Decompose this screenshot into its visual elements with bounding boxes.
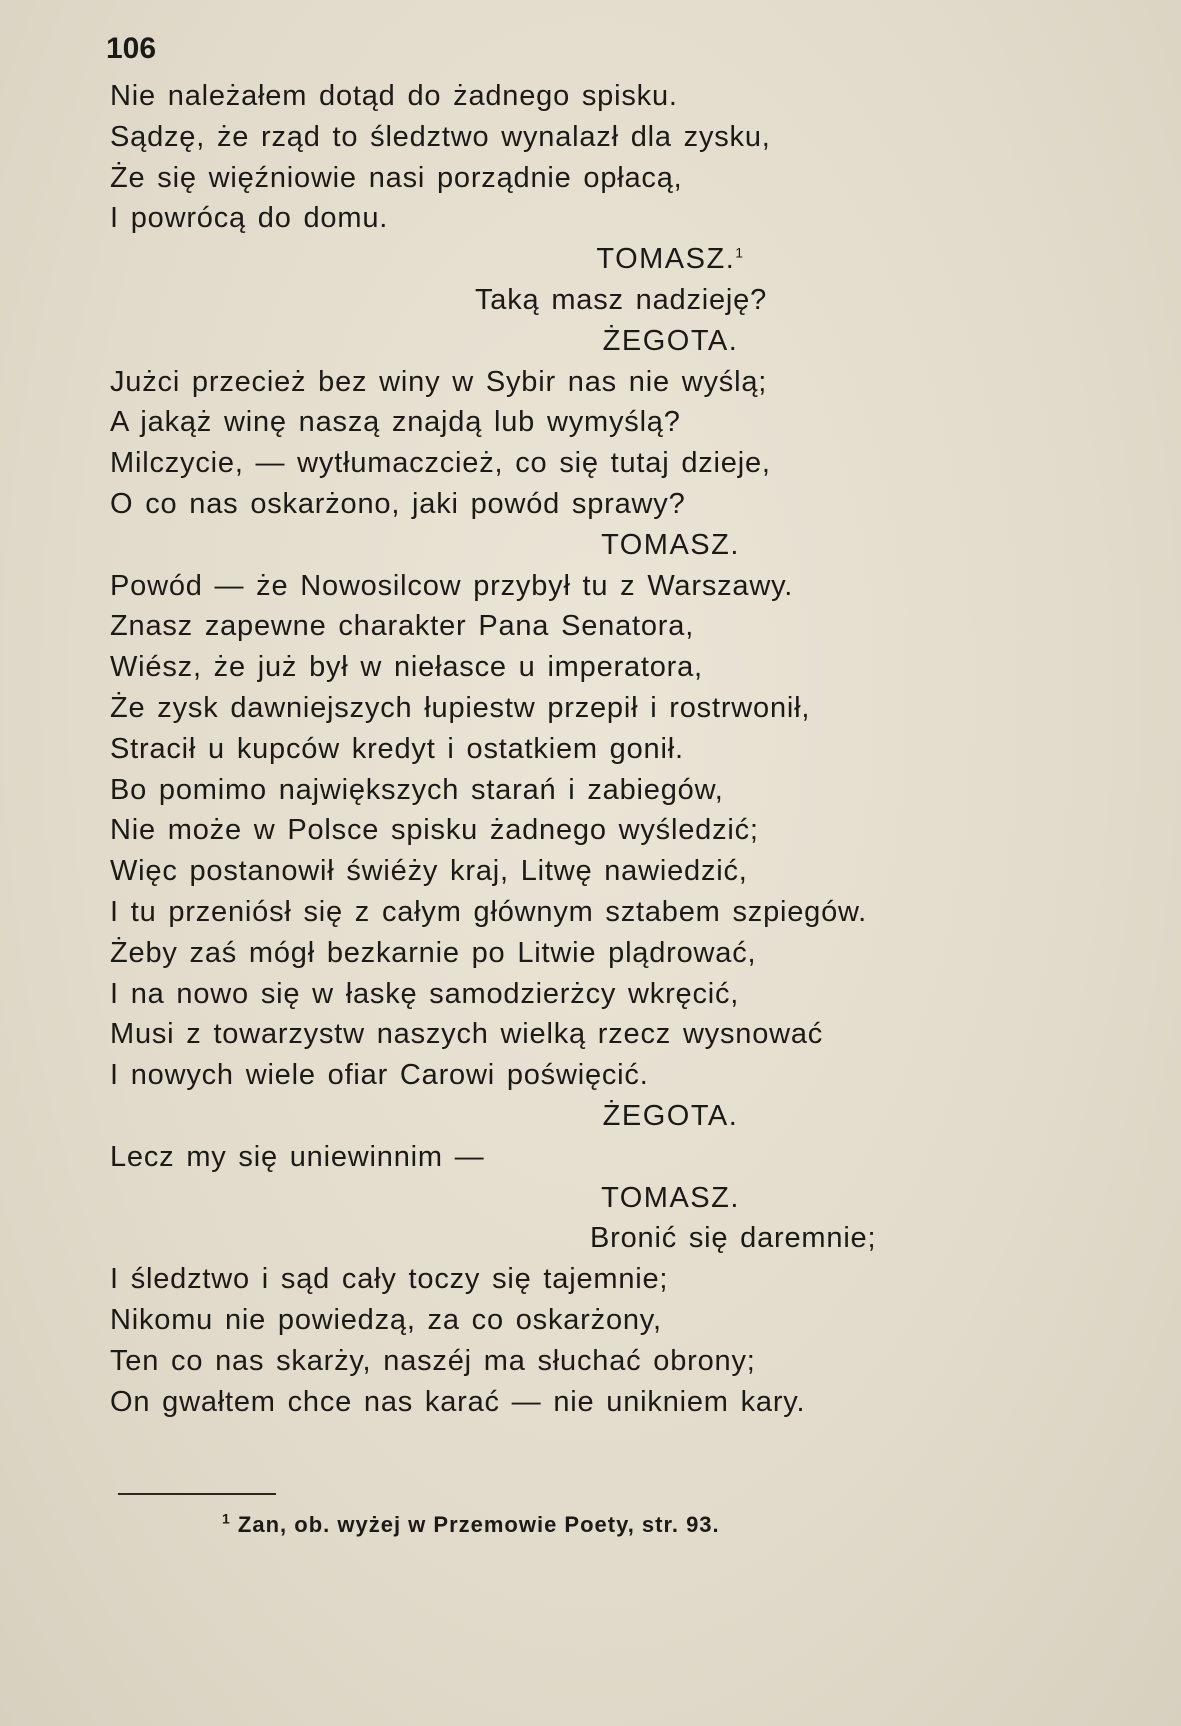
verse-line-text: Że zysk dawniejszych łupiestw przepił i rostrwonił, [110,691,811,724]
verse-text [0,76,1181,1422]
verse-line [0,443,1181,484]
verse-line [0,362,1181,403]
verse-line [0,1137,1181,1178]
speaker-name: ŻEGOTA. [602,1099,739,1132]
verse-line [0,851,1181,892]
verse-line-text: Wiész, że już był w niełasce u imperatora, [110,651,703,684]
verse-line-text: Bronić się daremnie; [590,1222,877,1255]
verse-line [0,688,1181,729]
speaker-name: TOMASZ. [596,243,736,276]
verse-line [0,117,1181,158]
verse-line-text: Lecz my się uniewinnim — [110,1140,485,1173]
speaker-name: ŻEGOTA. [602,324,739,357]
speaker-name: TOMASZ. [601,528,740,561]
speaker-heading [0,525,1181,566]
verse-line-text: On gwałtem chce nas karać — nie unikniem kary. [110,1385,806,1418]
verse-line [0,1341,1181,1382]
verse-line-text: Nie może w Polsce spisku żadnego wyśledzić; [110,814,759,847]
verse-line [0,1382,1181,1423]
verse-line-text: Znasz zapewne charakter Pana Senatora, [110,610,695,643]
verse-line-text: I powrócą do domu. [110,202,389,235]
verse-line [0,158,1181,199]
footnote-divider [118,1493,276,1495]
verse-line [0,933,1181,974]
verse-line [0,1259,1181,1300]
verse-line [0,1055,1181,1096]
verse-line-text: Taką masz nadzieję? [475,283,768,316]
footnote-text: Zan, ob. wyżej w Przemowie Poety, str. 93. [237,1512,720,1537]
verse-line [0,402,1181,443]
verse-line-text: I nowych wiele ofiar Carowi poświęcić. [110,1059,649,1092]
verse-line [0,76,1181,117]
verse-line-text: Więc postanowił świéży kraj, Litwę nawiedzić, [110,855,748,888]
verse-line [0,770,1181,811]
verse-line-text: Nikomu nie powiedzą, za co oskarżony, [110,1303,662,1336]
footnote [222,1512,720,1538]
verse-line [0,1014,1181,1055]
verse-line [0,1218,1181,1259]
verse-line [0,647,1181,688]
verse-line [0,606,1181,647]
verse-line [0,566,1181,607]
speaker-heading [0,239,1181,280]
verse-line-text: I na nowo się w łaskę samodzierżcy wkręcić, [110,977,740,1010]
speaker-heading [0,1096,1181,1137]
verse-line-text: I śledztwo i sąd cały toczy się tajemnie; [110,1263,669,1296]
verse-line-text: O co nas oskarżono, jaki powód sprawy? [110,487,686,520]
verse-line-text: Ten co nas skarży, naszéj ma słuchać obrony; [110,1344,756,1377]
speaker-heading [0,321,1181,362]
verse-line-text: Jużci przecież bez winy w Sybir nas nie wyślą; [110,365,768,398]
verse-line-text: Milczycie, — wytłumaczcież, co się tutaj dzieje, [110,447,771,480]
verse-line-text: Stracił u kupców kredyt i ostatkiem gonił. [110,732,684,765]
footnote-mark: 1 [222,1510,231,1527]
verse-line-text: Żeby zaś mógł bezkarnie po Litwie plądrować, [110,936,757,969]
verse-line-text: Musi z towarzystw naszych wielką rzecz wysnować [110,1018,824,1051]
verse-line-text: I tu przeniósł się z całym głównym sztabem szpiegów. [110,895,868,928]
verse-line [0,1300,1181,1341]
verse-line-text: Powód — że Nowosilcow przybył tu z Warszawy. [110,569,794,602]
footnote-reference: 1 [735,244,745,261]
verse-line [0,280,1181,321]
verse-line-text: Bo pomimo największych starań i zabiegów, [110,773,724,806]
verse-line [0,892,1181,933]
verse-line [0,810,1181,851]
verse-line-text: A jakąż winę naszą znajdą lub wymyślą? [110,406,681,439]
speaker-heading [0,1178,1181,1219]
verse-line [0,484,1181,525]
verse-line [0,198,1181,239]
verse-line-text: Że się więźniowie nasi porządnie opłacą, [110,161,683,194]
verse-line [0,729,1181,770]
verse-line-text: Nie należałem dotąd do żadnego spisku. [110,80,678,112]
page-number: 106 [106,32,157,65]
speaker-name: TOMASZ. [601,1181,740,1214]
verse-line-text: Sądzę, że rząd to śledztwo wynalazł dla zysku, [110,120,771,153]
verse-line [0,974,1181,1015]
